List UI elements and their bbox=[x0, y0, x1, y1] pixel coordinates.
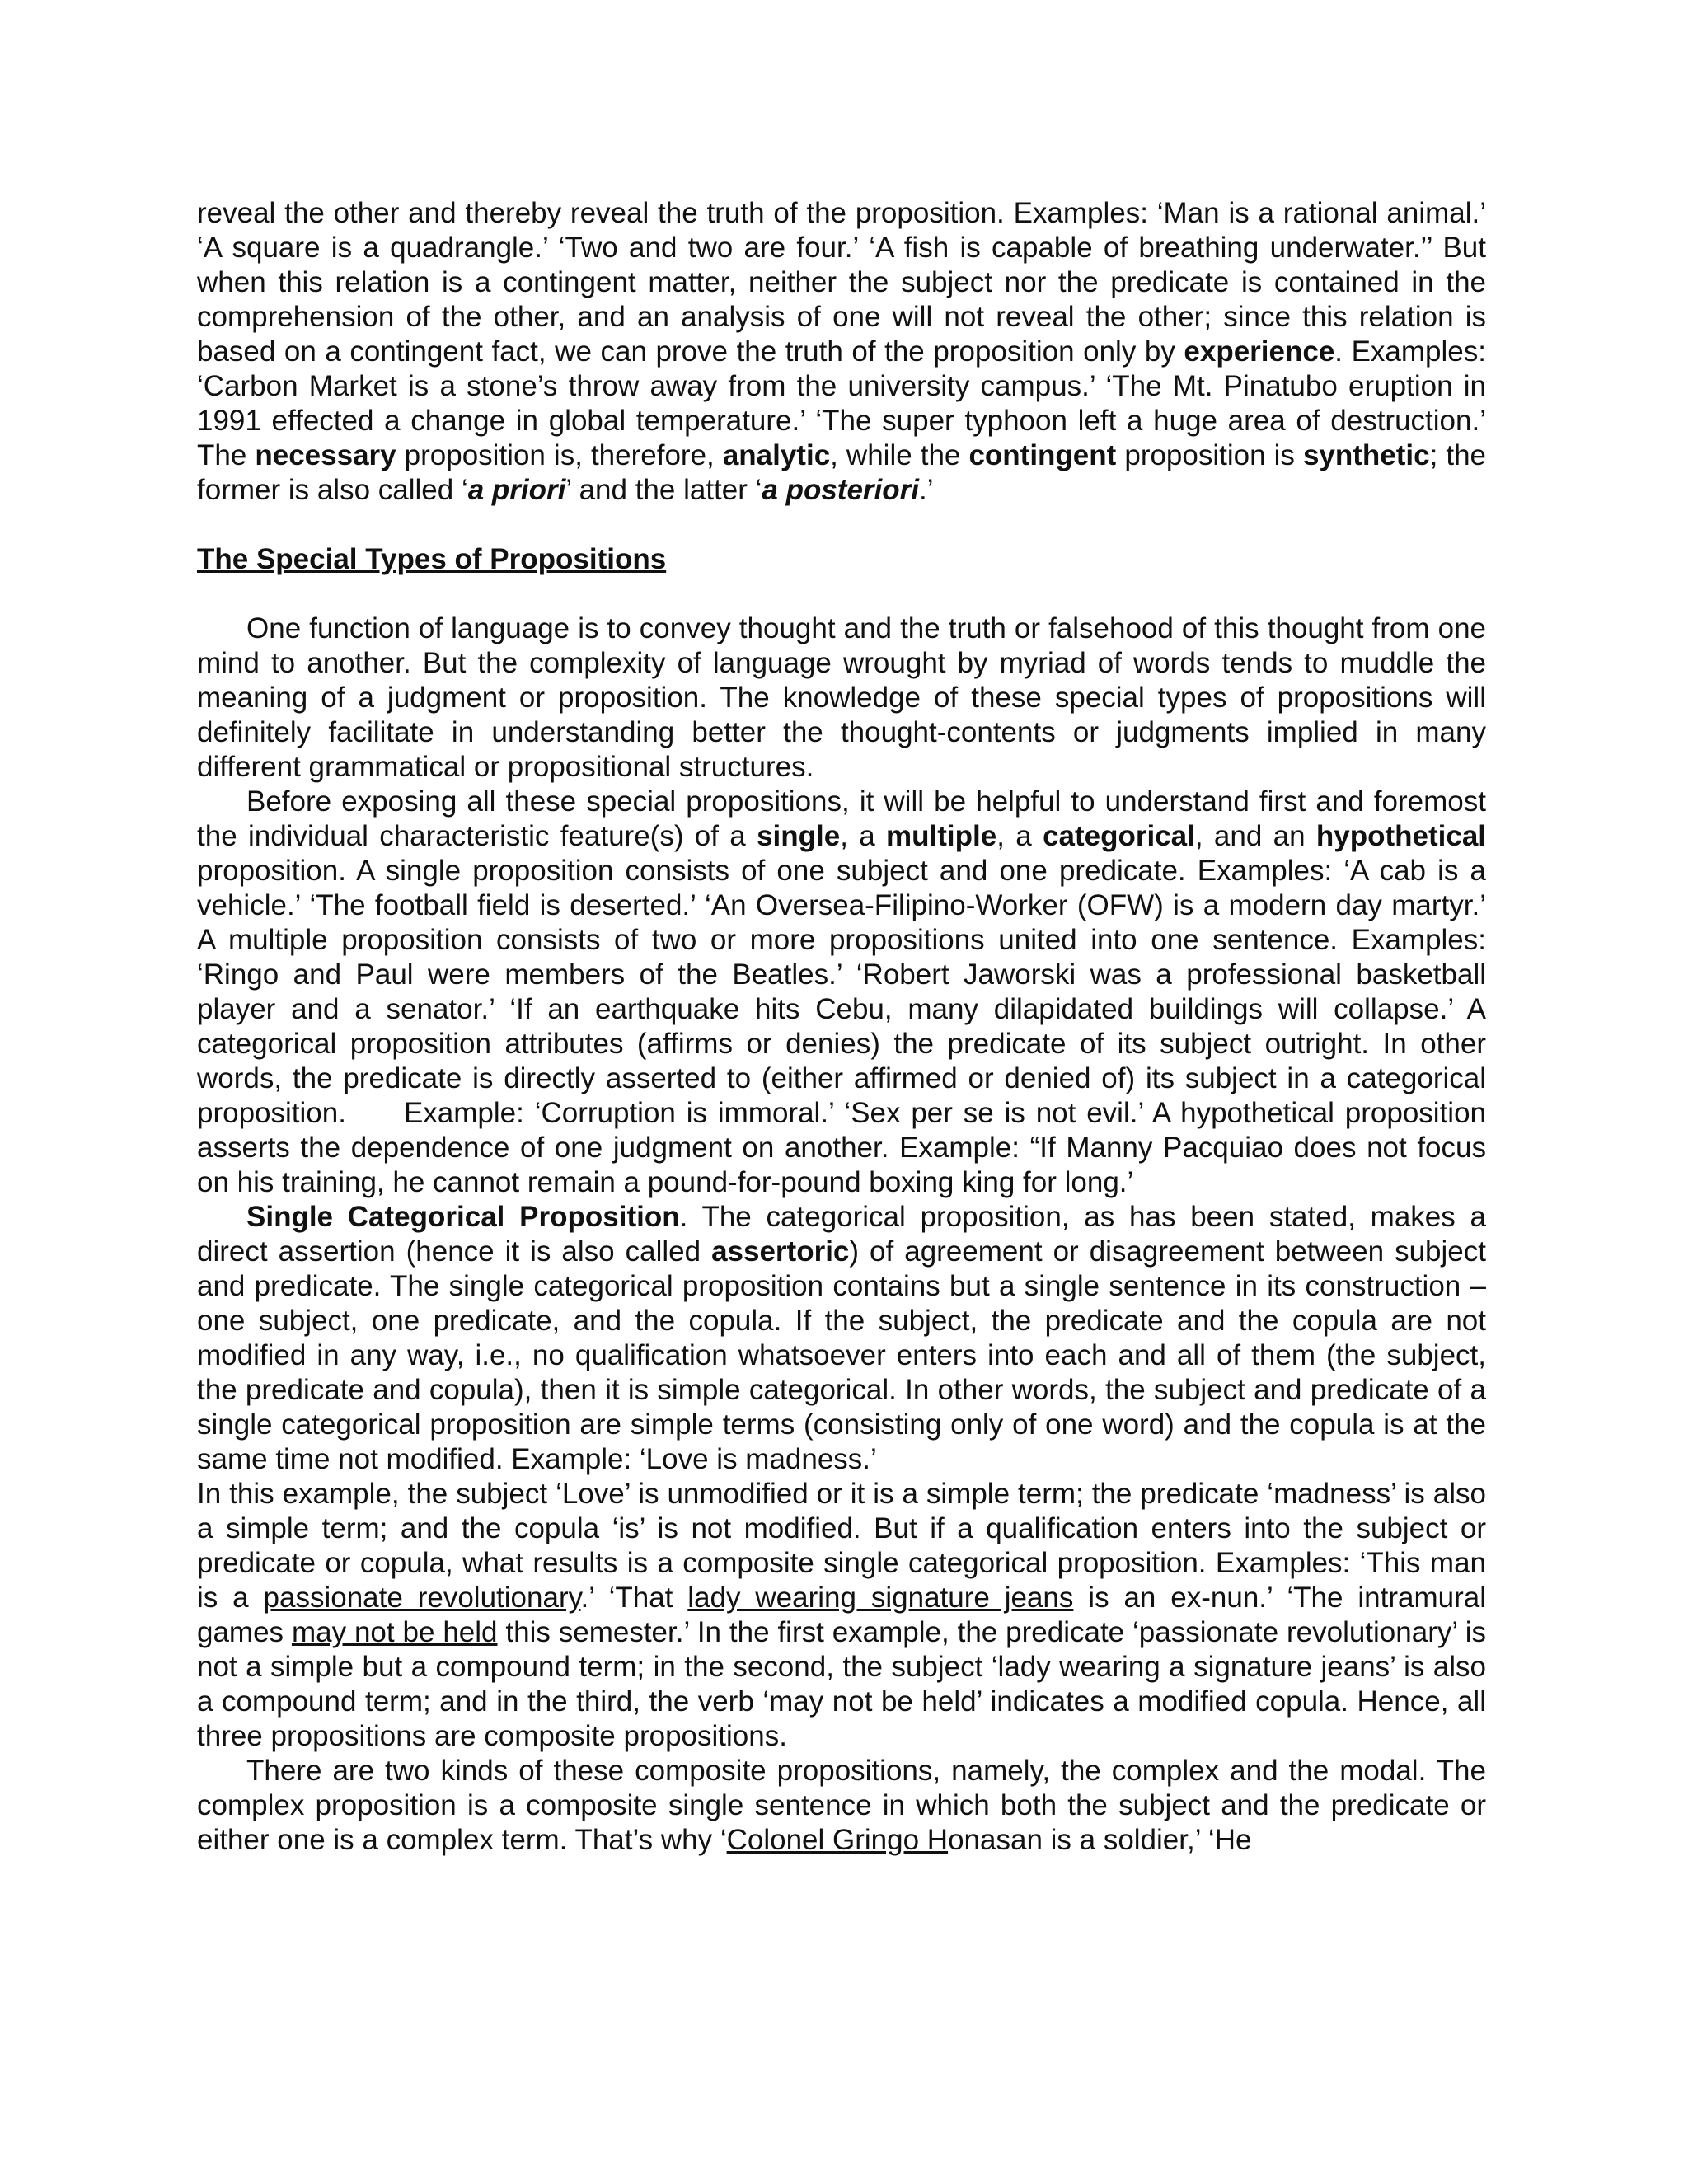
text-run: , a bbox=[996, 820, 1043, 852]
text-run: , while the bbox=[830, 439, 969, 471]
paragraph-single-categorical bbox=[197, 1200, 1486, 1477]
bold-italic-term-a-priori: a priori bbox=[467, 474, 566, 506]
text-run: . The categorical proposition, as has been stated, makes a direct assertion (hence it is also called bbox=[197, 1201, 1486, 1268]
paragraph-necessary-contingent bbox=[197, 196, 1486, 508]
paragraph-composite-examples bbox=[197, 1477, 1486, 1754]
text-run: Example: ‘Corruption is immoral.’ ‘Sex per se is not evil.’ A hypothetical proposition asserts the dependence of one judgment on another. Example: “If Manny Pacquiao does not focus on his training, he cannot remain a pound-for-pound boxing king for long.’ bbox=[197, 1097, 1486, 1198]
paragraph-proposition-types bbox=[197, 785, 1486, 1200]
section-heading: The Special Types of Propositions bbox=[197, 543, 667, 575]
bold-term-experience: experience bbox=[1184, 335, 1335, 368]
bold-term-single: single bbox=[757, 820, 841, 852]
underlined-term: may not be held bbox=[291, 1616, 498, 1648]
text-run: proposition is, therefore, bbox=[396, 439, 723, 471]
text-run: ’ and the latter ‘ bbox=[565, 474, 762, 506]
bold-term-analytic: analytic bbox=[722, 439, 831, 471]
underlined-term: passionate revolutionary bbox=[263, 1582, 581, 1614]
text-run: , and an bbox=[1194, 820, 1316, 852]
text-run: reveal the other and thereby reveal the truth of the proposition. Examples: ‘Man is a rational animal.’ ‘A square is a quadrangle.’ ‘Two and two are four.’ ‘A fish is capable of breathing underwater.’’ But when this relation is a contingent matter, neither the subject nor the predicate is contained in the comprehension of the other, and an analysis of one will not reveal the other; since this relation is based on a contingent fact, we can prove the truth of the proposition only by bbox=[197, 197, 1486, 368]
text-run: . Examples: ‘Carbon Market is a stone’s throw away from the university campus.’ ‘The Mt. Pinatubo eruption in 1991 effected a change in global temperature.’ ‘The super typhoon left a huge area of destruction.’ The bbox=[197, 335, 1486, 471]
text-run: .’ ‘That bbox=[580, 1582, 688, 1614]
text-run: ) of agreement or disagreement between subject and predicate. The single categorical proposition contains but a single sentence in its construction – one subject, one predicate, and the copula. If the subject, the predicate and the copula are not modified in any way, i.e., no qualification whatsoever enters into each and all of them (the subject, the predicate and copula), then it is simple categorical. In other words, the subject and predicate of a single categorical proposition are simple terms (consisting only of one word) and the copula is at the same time not modified. Example: ‘Love is madness.’ bbox=[197, 1235, 1486, 1475]
underlined-term: Colonel Gringo H bbox=[726, 1824, 949, 1856]
text-run: proposition. A single proposition consists of one subject and one predicate. Examples: ‘A cab is a vehicle.’ ‘The football field is deserted.’ ‘An Oversea-Filipino-Worker (OFW) is a modern day martyr.’ A multiple proposition consists of two or more propositions united into one sentence. Examples: ‘Ringo and Paul were members of the Beatles.’ ‘Robert Jaworski was a professional basketball player and a senator.’ ‘If an earthquake hits Cebu, many dilapidated buildings will collapse.’ A categorical proposition attributes (affirms or denies) the predicate of its subject outright. In other words, the predicate is directly asserted to (either affirmed or denied of) its subject in a categorical proposition. bbox=[197, 855, 1486, 1129]
text-run: In this example, the subject ‘Love’ is unmodified or it is a simple term; the predicate ‘madness’ is also a simple term; and the copula ‘is’ is not modified. But if a qualification enters into the subject or predicate or copula, what results is a composite single categorical proposition. Examples: ‘This man is a bbox=[197, 1478, 1486, 1614]
underlined-term: lady wearing signature jeans bbox=[687, 1582, 1074, 1614]
paragraph-complex-modal bbox=[197, 1754, 1486, 1858]
bold-term-single-categorical-proposition: Single Categorical Proposition bbox=[246, 1201, 680, 1233]
text-run: Before exposing all these special propositions, it will be helpful to understand first and foremost the individual characteristic feature(s) of a bbox=[197, 785, 1486, 852]
bold-term-contingent: contingent bbox=[968, 439, 1117, 471]
bold-term-hypothetical: hypothetical bbox=[1315, 820, 1487, 852]
text-run: ; the former is also called ‘ bbox=[197, 439, 1487, 506]
bold-term-necessary: necessary bbox=[255, 439, 396, 471]
text-run: is an ex-nun.’ ‘The intramural games bbox=[197, 1582, 1486, 1648]
text-run: , a bbox=[840, 820, 887, 852]
text-run: proposition is bbox=[1116, 439, 1303, 471]
bold-term-assertoric: assertoric bbox=[711, 1235, 850, 1268]
paragraph-language-function: One function of language is to convey thought and the truth or falsehood of this thought from one mind to another. But the complexity of language wrought by myriad of words tends to muddle the meaning of a judgment or proposition. The knowledge of these special types of propositions will definitely facilitate in understanding better the thought-contents or judgments implied in many different grammatical or propositional structures. bbox=[197, 612, 1486, 783]
text-run: this semester.’ In the first example, the predicate ‘passionate revolutionary’ is not a simple but a compound term; in the second, the subject ‘lady wearing a signature jeans’ is also a compound term; and in the third, the verb ‘may not be held’ indicates a modified copula. Hence, all three propositions are composite propositions. bbox=[197, 1616, 1486, 1752]
bold-italic-term-a-posteriori: a posteriori bbox=[762, 474, 919, 506]
bold-term-synthetic: synthetic bbox=[1302, 439, 1430, 471]
text-run: .’ bbox=[919, 474, 934, 506]
bold-term-categorical: categorical bbox=[1043, 820, 1195, 852]
text-run: There are two kinds of these composite propositions, namely, the complex and the modal. The complex proposition is a composite single sentence in which both the subject and the predicate or either one is a complex term. That’s why ‘ bbox=[197, 1755, 1486, 1856]
bold-term-multiple: multiple bbox=[886, 820, 997, 852]
document-page bbox=[197, 196, 1486, 1858]
text-run: onasan is a soldier,’ ‘He bbox=[948, 1824, 1252, 1856]
